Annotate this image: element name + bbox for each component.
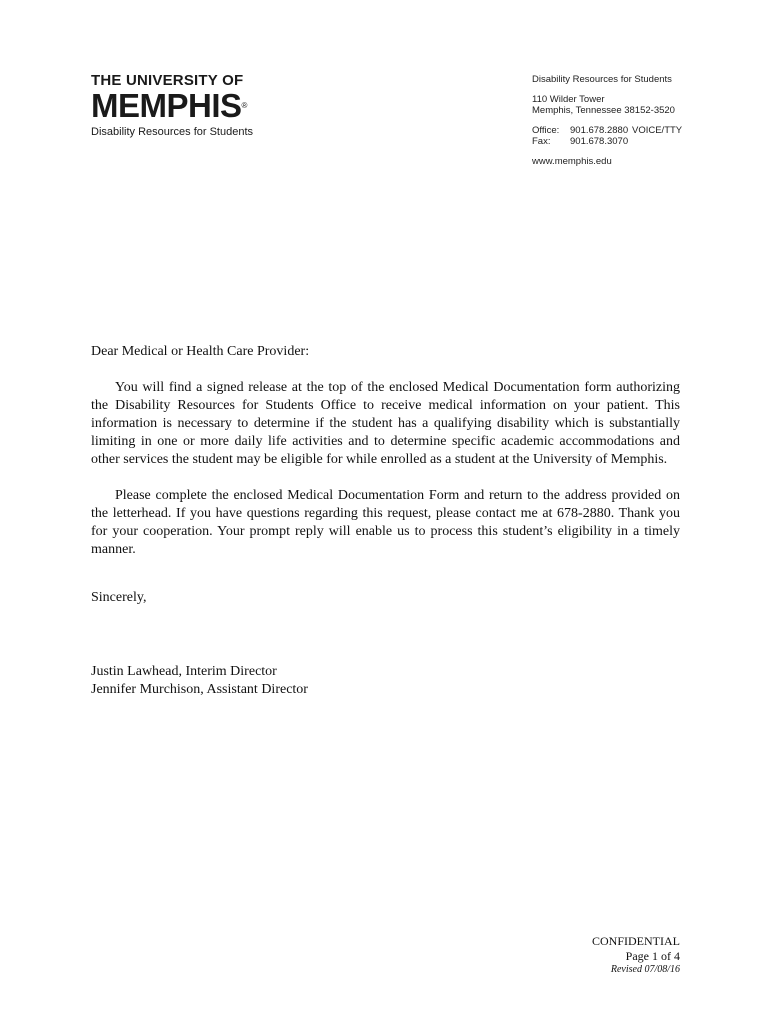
salutation: Dear Medical or Health Care Provider:	[91, 344, 310, 359]
fax-label: Fax:	[532, 136, 551, 147]
letter-body	[91, 343, 680, 699]
address-line1: 110 Wilder Tower	[532, 94, 605, 105]
logo-memphis-text: MEMPHIS	[91, 87, 242, 124]
revised-date: Revised 07/08/16	[610, 964, 680, 975]
letterhead-contact	[532, 74, 682, 167]
paragraph-1: You will find a signed release at the top of the enclosed Medical Documentation form authorizing the Disability Resources for Students Office to receive medical information on your patient. This information is necessary to determine if the student has a qualifying disability which is substantially limiting in one or more daily life activities and to determine specific academic accommodations and other services the student may be eligible for while enrolled as a student at the University of Memphis.	[91, 380, 680, 467]
confidential-label: CONFIDENTIAL	[592, 934, 680, 948]
closing: Sincerely,	[91, 590, 147, 605]
office-note: VOICE/TTY	[632, 125, 683, 136]
registered-mark: ®	[241, 101, 247, 110]
signer-1: Justin Lawhead, Interim Director	[91, 664, 277, 679]
page-footer	[592, 934, 680, 976]
office-number: 901.678.2880	[570, 125, 629, 136]
fax-row	[532, 136, 682, 147]
website-link[interactable]: www.memphis.edu	[532, 156, 612, 167]
signature-block	[91, 663, 680, 699]
logo-memphis-wordmark	[91, 89, 253, 123]
logo-university-of: THE UNIVERSITY OF	[91, 72, 244, 89]
address-line2: Memphis, Tennessee 38152-3520	[532, 105, 675, 116]
paragraph-2: Please complete the enclosed Medical Documentation Form and return to the address provided on the letterhead. If you have questions regarding this request, please contact me at 678-2880. Thank you for your cooperation. Your prompt reply will enable us to process this student’s eligibility in a timely manner.	[91, 488, 680, 557]
signer-2: Jennifer Murchison, Assistant Director	[91, 682, 308, 697]
office-phone-row	[532, 125, 682, 136]
office-label: Office:	[532, 125, 560, 136]
office-name: Disability Resources for Students	[532, 74, 672, 85]
university-logo	[91, 73, 253, 139]
logo-department: Disability Resources for Students	[91, 126, 254, 138]
fax-number: 901.678.3070	[570, 136, 629, 147]
page-number: Page 1 of 4	[625, 949, 680, 963]
